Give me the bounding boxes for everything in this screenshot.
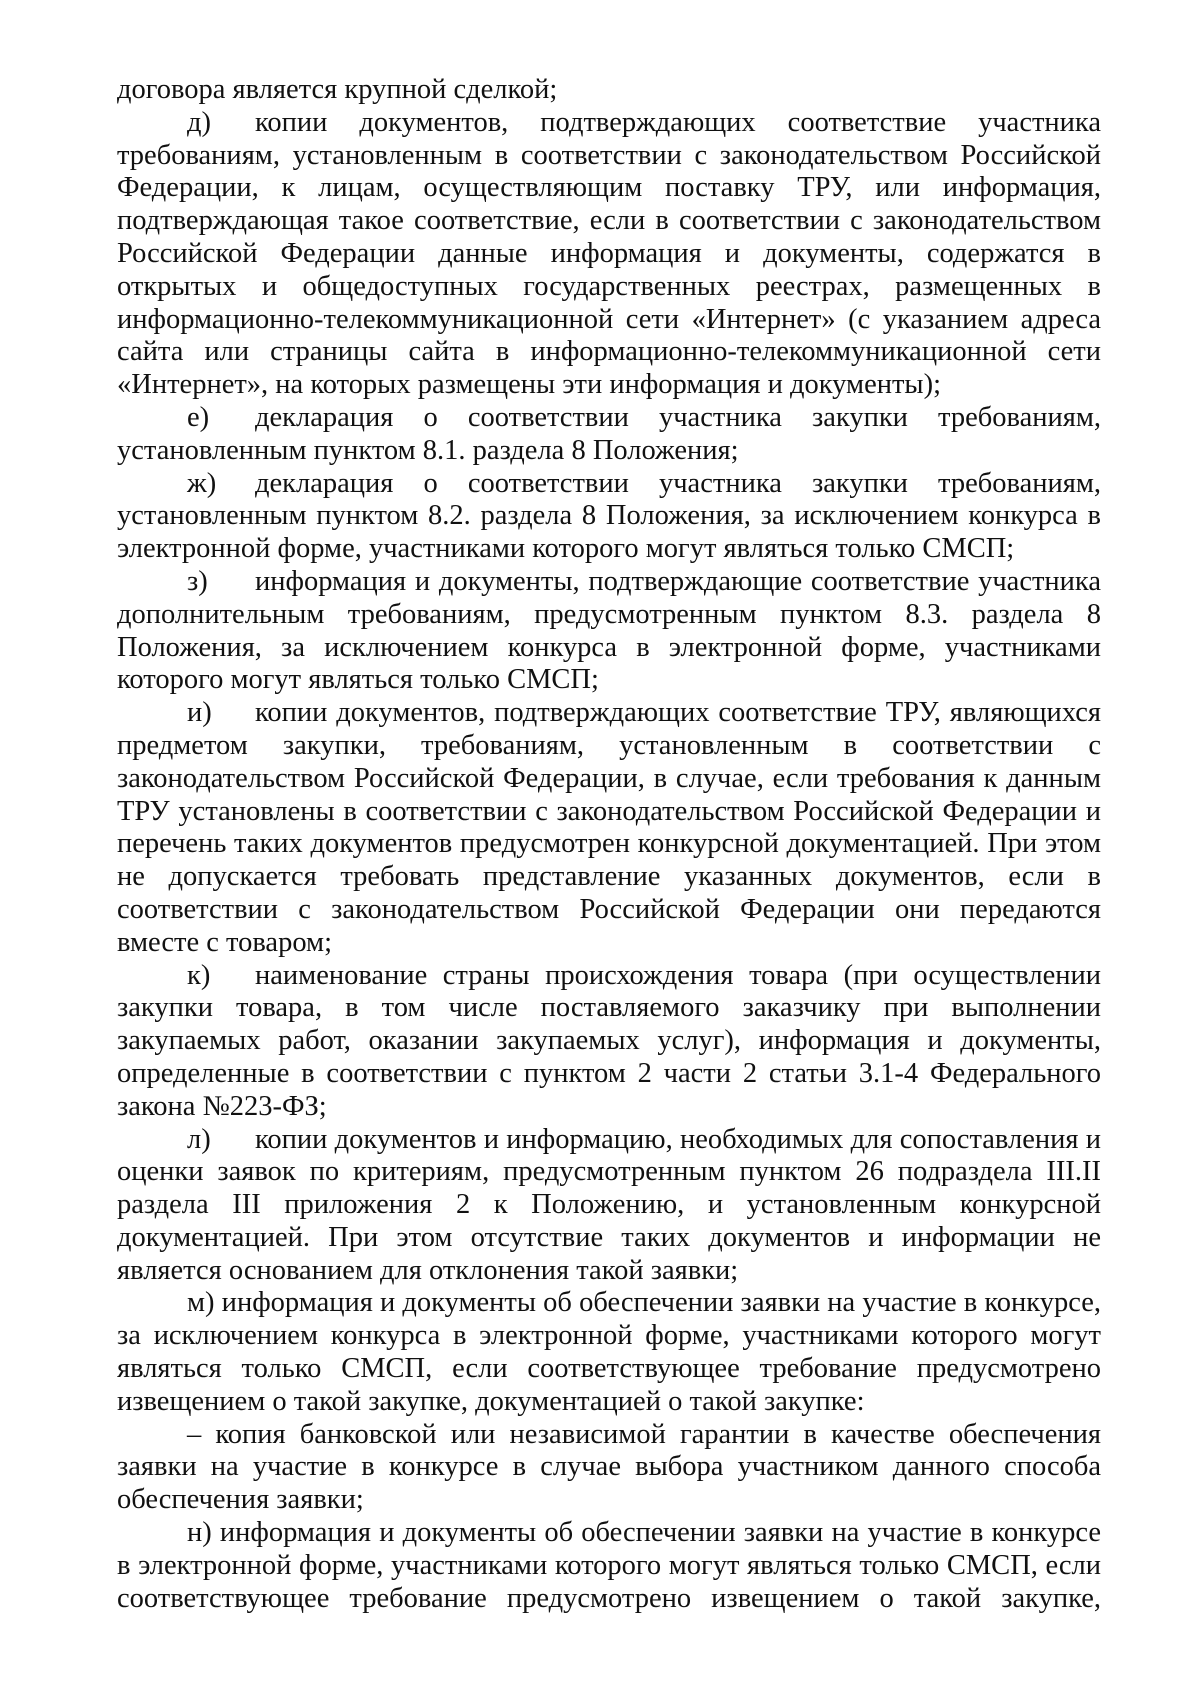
list-item-z: [117, 566, 1101, 697]
paragraph-text: н) информация и документы об обеспечении заявки на участие в конкурсе в электронной форме, участниками которого могут являться только СМСП, если соответствующее требование предусмотрено извещением о такой закупке,: [117, 1517, 1101, 1614]
paragraph-text: копии документов и информацию, необходимых для сопоставления и оценки заявок по критериям, предусмотренным пунктом 26 подраздела III.II раздела III приложения 2 к Положению, и установленным конкурсной документацией. При этом отсутствие таких документов и информации не является основанием для отклонения такой заявки;: [117, 1123, 1101, 1286]
paragraph-text: договора является крупной сделкой;: [117, 74, 558, 105]
list-item-i: [117, 697, 1101, 959]
list-item-label: е): [187, 401, 210, 433]
document-page: [117, 74, 1101, 1615]
paragraph-continuation: [117, 74, 1101, 107]
list-item-label: к): [187, 959, 211, 991]
list-item-m: [117, 1287, 1101, 1418]
paragraph-text: наименование страны происхождения товара (при осуществлении закупки товара, в том числе поставляемого заказчику при выполнении закупаемых работ, оказании закупаемых услуг), информация и документы, определенные в соответствии с пунктом 2 части 2 статьи 3.1-4 Федерального закона №223-ФЗ;: [117, 959, 1101, 1122]
paragraph-text: декларация о соответствии участника закупки требованиям, установленным пунктом 8.2. раздела 8 Положения, за исключением конкурса в электронной форме, участниками которого могут являться только СМСП;: [117, 467, 1101, 565]
list-item-label: л): [187, 1123, 211, 1155]
dash-item: [117, 1419, 1101, 1517]
list-item-zh: [117, 468, 1101, 566]
paragraph-text: копии документов, подтверждающих соответствие ТРУ, являющихся предметом закупки, требованиям, установленным в соответствии с законодательством Российской Федерации, в случае, если требования к данным ТРУ установлены в соответствии с законодательством Российской Федерации и перечень таких документов предусмотрен конкурсной документацией. При этом не допускается требовать представление указанных документов, если в соответствии с законодательством Российской Федерации они передаются вместе с товаром;: [117, 697, 1101, 958]
list-item-l: [117, 1124, 1101, 1288]
list-item-d: [117, 107, 1101, 402]
paragraph-text: – копия банковской или независимой гарантии в качестве обеспечения заявки на участие в конкурсе в случае выбора участником данного способа обеспечения заявки;: [117, 1418, 1101, 1516]
list-item-label: д): [187, 106, 211, 138]
list-item-label: з): [187, 565, 208, 597]
paragraph-text: декларация о соответствии участника закупки требованиям, установленным пунктом 8.1. раздела 8 Положения;: [117, 401, 1101, 466]
paragraph-text: копии документов, подтверждающих соответствие участника требованиям, установленным в соответствии с законодательством Российской Федерации, к лицам, осуществляющим поставку ТРУ, или информация, подтверждающая такое соответствие, если в соответствии с законодательством Российской Федерации данные информация и документы, содержатся в открытых и общедоступных государственных реестрах, размещенных в информационно-телекоммуникационной сети «Интернет» (с указанием адреса сайта или страницы сайта в информационно-телекоммуникационной сети «Интернет», на которых размещены эти информация и документы);: [117, 106, 1101, 401]
list-item-label: и): [187, 697, 212, 729]
paragraph-text: м) информация и документы об обеспечении заявки на участие в конкурсе, за исключением конкурса в электронной форме, участниками которого могут являться только СМСП, если соответствующее требование предусмотрено извещением о такой закупке, документацией о такой закупке:: [117, 1287, 1101, 1417]
list-item-k: [117, 960, 1101, 1124]
paragraph-text: информация и документы, подтверждающие соответствие участника дополнительным требованиям, предусмотренным пунктом 8.3. раздела 8 Положения, за исключением конкурса в электронной форме, участниками которого могут являться только СМСП;: [117, 565, 1101, 696]
list-item-e: [117, 402, 1101, 468]
list-item-n: [117, 1517, 1101, 1615]
list-item-label: ж): [187, 467, 217, 499]
